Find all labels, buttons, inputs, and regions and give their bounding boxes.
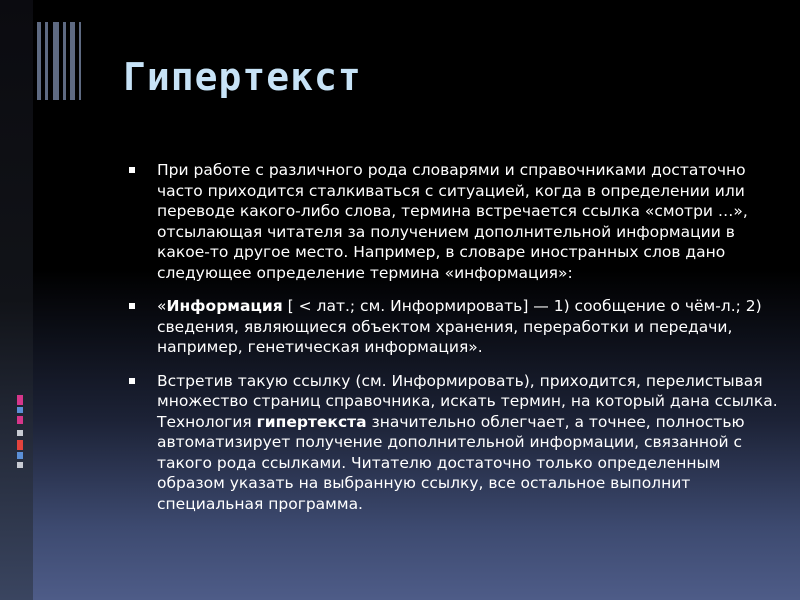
term-bold: Информация	[166, 297, 283, 315]
bullet-item	[127, 296, 787, 358]
term-bold: гипертекста	[256, 412, 367, 431]
bullet-marker	[129, 378, 135, 384]
bullet-item	[127, 371, 787, 515]
slide-content	[127, 160, 787, 527]
bullet-marker	[129, 167, 135, 173]
bullet-item	[127, 160, 787, 283]
bullet-text: «Информация [ < лат.; см. Информировать] — 1) сообщение о чём-л.; 2) сведения, являющиеся объектом хранения, переработки и передачи, например, генетическая информация».	[157, 297, 762, 356]
left-decor-strip	[0, 0, 33, 600]
slide	[33, 0, 800, 600]
bullet-marker	[129, 303, 135, 309]
slide-title: Гипертекст	[123, 55, 362, 99]
bullet-text: При работе с различного рода словарями и справочниками достаточно часто приходится сталкиваться с ситуацией, когда в определении или переводе какого-либо слова, термина встречается ссылка «смотри …», отсылающая читателя за получением дополнительной информации в какое-то другое место. Например, в словаре иностранных слов дано следующее определение термина «информация»:	[157, 161, 748, 282]
bullet-text: Встретив такую ссылку (см. Информировать), приходится, перелистывая множество страниц справочника, искать термин, на который дана ссылка. Технология гипертекста значительно облегчает, а точнее, полностью автоматизирует получение дополнительной информации, связанной с такого рода ссылками. Читателю достаточно только определенным образом указать на выбранную ссылку, все остальное выполнит специальная программа.	[157, 371, 778, 513]
